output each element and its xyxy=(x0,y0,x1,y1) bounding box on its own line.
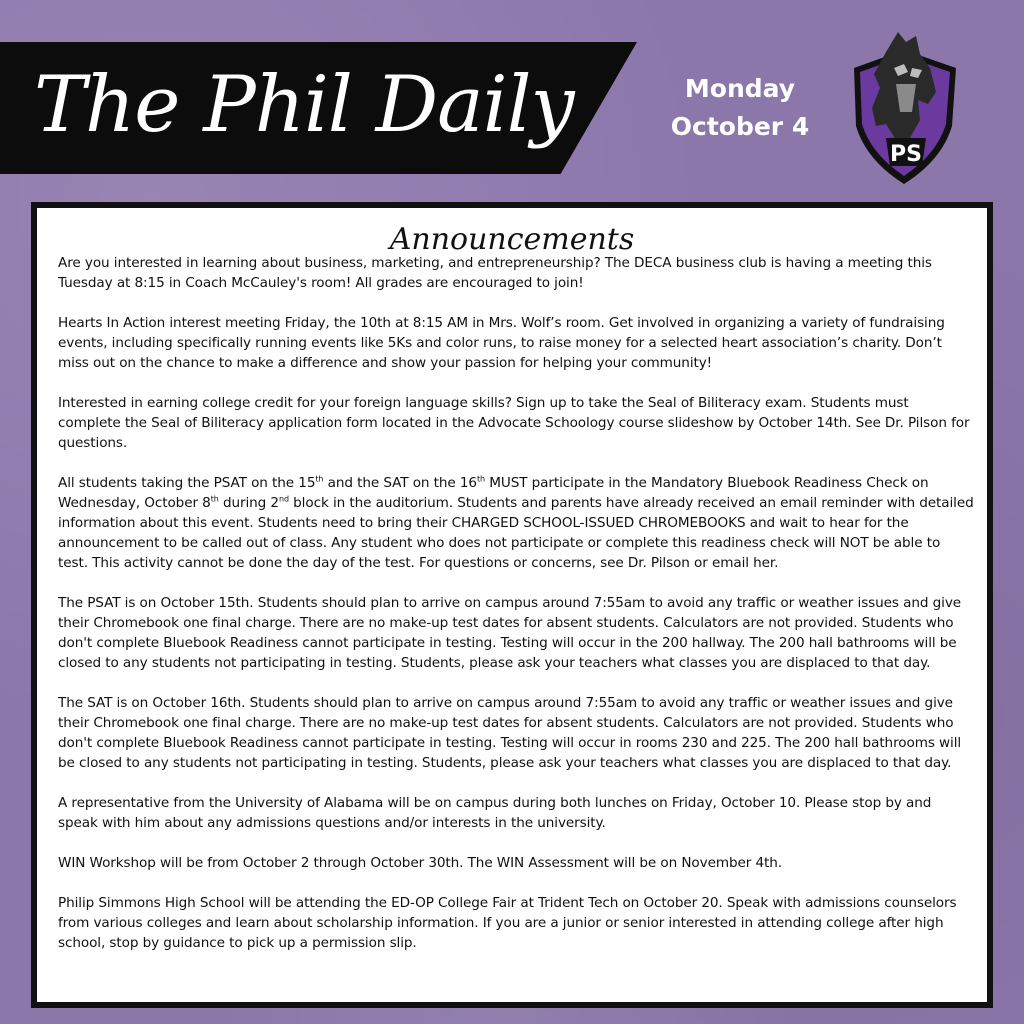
ordinal-suffix: th xyxy=(476,474,485,484)
logo-text: PS xyxy=(890,142,922,167)
text-segment: All students taking the PSAT on the 15 xyxy=(58,475,316,491)
ordinal-suffix: th xyxy=(210,494,219,504)
text-segment: during 2 xyxy=(218,495,279,511)
announcement-college-fair: Philip Simmons High School will be attending the ED-OP College Fair at Trident Tech on October 20. Speak with admissions counselors from various colleges and learn about scholarship information. If you are a junior or senior interested in attending college after high school, stop by guidance to pick up a permission slip. xyxy=(58,895,957,951)
announcements-body xyxy=(58,253,974,973)
text-segment: MUST participate in the Mandatory Bluebook Readiness Check on Wednesday, October 8 xyxy=(58,475,929,511)
announcement-bluebook-readiness xyxy=(58,473,974,573)
announcements-title: Announcements xyxy=(389,222,635,257)
date-block xyxy=(650,70,830,146)
announcement-deca: Are you interested in learning about business, marketing, and entrepreneurship? The DECA business club is having a meeting this Tuesday at 8:15 in Coach McCauley's room! All grades are encouraged to join! xyxy=(58,255,932,291)
announcement-psat: The PSAT is on October 15th. Students should plan to arrive on campus around 7:55am to avoid any traffic or weather issues and give their Chromebook one final charge. There are no make-up test dates for absent students. Calculators are not provided. Students who don't complete Bluebook Readiness cannot participate in testing. Testing will occur in the 200 hallway. The 200 hall bathrooms will be closed to any students not participating in testing. Students, please ask your teachers what classes you are displaced to that day. xyxy=(58,595,962,671)
announcement-hearts-in-action: Hearts In Action interest meeting Friday, the 10th at 8:15 AM in Mrs. Wolf’s room. Get involved in organizing a variety of fundraising events, including specifically running events like 5Ks and color runs, to raise money for a selected heart association’s charity. Don’t miss out on the chance to make a difference and show your passion for helping your community! xyxy=(58,315,945,371)
announcement-sat: The SAT is on October 16th. Students should plan to arrive on campus around 7:55am to avoid any traffic or weather issues and give their Chromebook one final charge. There are no make-up test dates for absent students. Calculators are not provided. Students who don't complete Bluebook Readiness cannot participate in testing. Testing will occur in rooms 230 and 225. The 200 hall bathrooms will be closed to any students not participating in testing. Students, please ask your teachers what classes you are displaced to that day. xyxy=(58,695,962,771)
page-title: The Phil Daily xyxy=(34,60,574,150)
announcements-panel xyxy=(31,202,993,1008)
announcement-seal-of-biliteracy: Interested in earning college credit for your foreign language skills? Sign up to take the Seal of Biliteracy exam. Students must complete the Seal of Biliteracy application form located in the Advocate Schoology course slideshow by October 14th. See Dr. Pilson for questions. xyxy=(58,395,970,451)
text-segment: and the SAT on the 16 xyxy=(323,475,477,491)
date-label: October 4 xyxy=(670,112,810,141)
announcement-university-of-alabama: A representative from the University of Alabama will be on campus during both lunches on Friday, October 10. Please stop by and speak with him about any admissions questions and/or interests in the university. xyxy=(58,795,932,831)
announcement-win-workshop: WIN Workshop will be from October 2 through October 30th. The WIN Assessment will be on November 4th. xyxy=(58,855,782,871)
school-logo xyxy=(846,28,962,188)
day-label: Monday xyxy=(684,74,796,103)
ordinal-suffix: th xyxy=(315,474,324,484)
text-segment: block in the auditorium. Students and parents have already received an email reminder with detailed information about this event. Students need to bring their CHARGED SCHOOL-ISSUED CHROMEBOOKS and wait to hear for the announcement to be called out of class. Any student who does not participate or complete this readiness check will NOT be able to test. This activity cannot be done the day of the test. For questions or concerns, see Dr. Pilson or email her. xyxy=(58,495,974,571)
ordinal-suffix: nd xyxy=(278,494,289,504)
